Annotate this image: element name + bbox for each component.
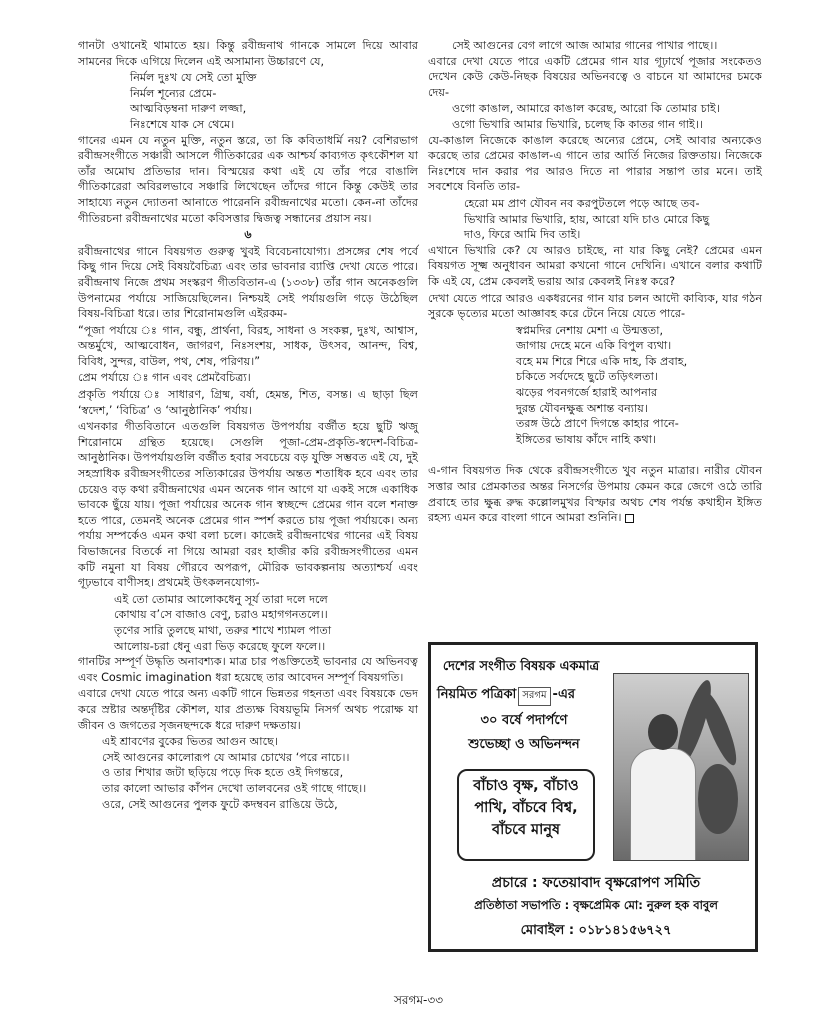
verse-line: নিঃশেষে যাক সে থেমে। <box>130 117 235 131</box>
portrait-photo <box>613 673 749 861</box>
verse-line: তৃণের সারি তুলছে মাথা, তরুর শাখে শ্যামল পাতা <box>114 623 332 637</box>
verse-line: নির্মল শূন্যের প্রেমে- <box>130 86 217 100</box>
verse-line: হেরো মম প্রাণ যৌবন নব করপুটতলে পড়ে আছে তব- <box>464 196 700 210</box>
verse-line: স্বপ্নমদির নেশায় মেশা এ উন্মত্ততা, <box>516 323 664 337</box>
paragraph: “পূজা পর্যায়ে ঃ গান, বন্ধু, প্রার্থনা, বিরহ, সাধনা ও সংকল্প, দুঃখ, আশ্বাস, অন্তর্মুখে, আত্মবোধন, জাগরণ, নিঃসংশয়, সাধক, উৎসব, আনন্দ, বিশ্ব, বিবিধ, সুন্দর, বাউল, পথ, শেষ, পরিণয়।” <box>78 323 418 368</box>
verse-line: আত্মবিড়ম্বনা দারুণ লজ্জা, <box>130 102 247 116</box>
verse-line: ভিখারি আমার ভিখারি, হায়, আরো যদি চাও মোরে কিছু <box>464 212 710 226</box>
verse-line: এই শ্রাবণের বুকের ভিতর আগুন আছে। <box>102 735 278 749</box>
verse-line: তার কালো আভার কাঁপন দেখো তালবনের ওই গাছে গাছে।। <box>102 781 367 795</box>
verse-line: সেই আগুনের বেগ লাগে আজ আমার গানের পাখার পাছে।। <box>452 39 718 52</box>
paragraph: গানটা ওখানেই থামাতে হয়। কিন্তু রবীন্দ্রনাথ গানকে সামলে দিয়ে আবার সামনের দিকে এগিয়ে দিলেন এই অসামান্য উচ্চারণে যে, <box>78 39 418 68</box>
paragraph: যে-কাঙাল নিজেকে কাঙাল করেছে অন্যের প্রেমে, সেই আবার অন্যকেও করেছে তার প্রেমের কাঙাল-এ গানে তার আর্তি নিজের রিক্ততায়। নিজেকে নিঃশেষে দান করার পর আরও দিতে না পারার সন্তাপ তার মনে। তাই সবশেষে বিনতি তার- <box>428 133 762 194</box>
verse-line: কোথায় ব’সে বাজাও বেণু, চরাও মহাগগনতলে।। <box>114 608 328 622</box>
verse-line: দুরন্ত যৌবনক্ষুব্ধ অশান্ত বন্যায়। <box>516 401 648 415</box>
verse-line: দাও, ফিরে আমি দিব তাই। <box>464 228 581 242</box>
person-head <box>648 714 678 750</box>
ad-headline <box>437 685 615 706</box>
person-body <box>630 748 696 861</box>
advertisement <box>428 642 758 952</box>
slogan-line: বাঁচাও বৃক্ষ, বাঁচাও <box>473 778 579 794</box>
ad-headline: ৩০ বর্ষে পদার্পণে <box>480 713 568 728</box>
campaign-line: প্রচারে : ফতেয়াবাদ বৃক্ষরোপণ সমিতি <box>491 875 701 891</box>
paragraph: এখনকার গীতবিতানে এতগুলি বিষয়গত উপপর্যায় বর্জীত হয়ে ছুটি ঋজু শিরোনামে গ্রন্থিত হয়েছে। সেগুলি পূজা-প্রেম-প্রকৃতি-স্বদেশ-বিচিত্র-আনুষ্ঠানিক। উপপর্যায়গুলি বর্জীত হবার সবচেয়ে বড় যুক্তি সম্ভবত এই যে, দুই সহস্রাধিক রবীন্দ্রসংগীতের সত্যিকারের উপর্যায় অন্তত শতাধিক হবে এবং তার চেয়েও বড় কথা রবীন্দ্রনাথের এমন অনেক গান আগে যা একই সঙ্গে একাধিক ভাবকে ছুঁয়ে যায়। পূজা পর্যায়ের অনেক গান স্বচ্ছন্দে প্রেমের গান বলে শনাক্ত হতে পারে, তেমনই অনেক প্রেমের গান স্পর্শ করতে চায় পূজা পর্যায়কে। অন্য পর্যায় সম্পর্কেও এমন কথা বলা চলে। কাজেই রবীন্দ্রনাথের গানের এই বিষয় বিভাজনের বিতর্কে না গিয়ে আমরা বরং হাজীর করি রবীন্দ্রসংগীতের এমন কটি নমুনা যা বিষয় গৌরবে অপরূপ, মৌরিক ভাবকল্পনায় অত্যাশ্চর্য এবং গূঢ়ভাবে বাণীসহ। প্রথমেই উৎকলনযোগ্য- <box>78 420 418 590</box>
verse-line: ওগো কাঙাল, আমারে কাঙাল করেছ, আরো কি তোমার চাই। <box>452 102 720 116</box>
end-mark <box>625 514 634 523</box>
paragraph: গানটির সম্পূর্ণ উদ্ধৃতি অনাবশ্যক। মাত্র চার পঙক্তিতেই ভাবনার যে অভিনবত্ব এবং Cosmic imagination ধরা হয়েছে তার আবেদন সম্পূর্ণ বিষয়গতি। <box>78 655 418 684</box>
verse-line: ইঙ্গিতের ভাষায় কাঁদে নাহি কথা। <box>516 432 657 446</box>
verse-line: বহে মম শিরে শিরে একি দাহ, কি প্রবাহ, <box>516 354 688 368</box>
paragraph: প্রকৃতি পর্যায়ে ঃ সাধারণ, গ্রিষ্ম, বর্ষা, হেমন্ত, শিত, বসন্ত। এ ছাড়া ছিল ‘স্বদেশ,’ ‘বিচিত্র’ ও ‘আনুষ্ঠানিক’ পর্যায়। <box>78 388 418 417</box>
verse-line: ওগো ভিখারি আমার ভিখারি, চলেছ কি কাতর গান গাই।। <box>452 117 703 131</box>
paragraph: এবারে দেখা যেতে পারে একটি প্রেমের গান যার গূঢ়ার্থে পূজার সংকেতও দেখেন কেউ কেউ-নিছক বিষয়ের অভিনবত্বে ও বাচনে যা আমাদের চমকে দেয়- <box>428 54 762 99</box>
slogan-line: বাঁচবে মানুষ <box>492 822 560 838</box>
paragraph: প্রেম পর্যায়ে ঃ গান এবং প্রেমবৈচিত্র্য। <box>78 371 251 385</box>
verse-line: এই তো তোমার আলোকধেনু সূর্য তারা দলে দলে <box>114 592 328 606</box>
ad-headline-text: নিয়মিত পত্রিকা <box>437 687 517 702</box>
paragraph <box>428 463 762 525</box>
verse-line: ও তার শিখার জটা ছড়িয়ে পড়ে দিক হতে ওই দিগন্তরে, <box>102 766 344 780</box>
verse-line: সেই আগুনের কালোরূপ যে আমার চোখের ‘পরে নাচে।। <box>102 750 350 764</box>
paragraph: গানের এমন যে নতুন মুক্তি, নতুন স্তরে, তা কি কবিতাধর্মি নয়? বেশিরভাগ রবীন্দ্রসংগীতে সঞ্চারী আসলে গীতিকারের এক আশ্চর্য কাব্যগত কৃৎকৌশল যা তাঁর অমোঘ প্রতিভার দান। বিস্ময়ের কথা এই যে তাঁর পরে বাঙালি গীতিকারেরা অবিরলভাবে সঞ্চারি লিখেছেন তাঁদের গানে কিন্তু কেউই তার সাহায্যে নতুন দ্যোতনা আনাতে পারেননি রবীন্দ্রনাথের মতো। কেন-না তাঁদের গীতিরচনা রবীন্দ্রনাথের মতো কবিসত্তার দ্বিজত্ব সন্ধানের প্রয়াস নয়। <box>78 133 418 225</box>
founder-line: প্রতিষ্ঠাতা সভাপতি : বৃক্ষপ্রেমিক মো: নুরুল হক বাবুল <box>474 898 718 912</box>
right-column <box>428 38 762 527</box>
ad-headline: দেশের সংগীত বিষয়ক একমাত্র <box>442 659 600 674</box>
ad-headline: শুভেচ্ছা ও অভিনন্দন <box>468 737 580 752</box>
verse-line: ওরে, সেই আগুনের পুলক ফুটে কদম্ববন রাঙিয়ে উঠে, <box>102 797 338 811</box>
left-column <box>78 38 418 812</box>
verse-line: আলোয়-চরা ধেনু এরা ভিড় করেছে ফুলে ফলে।। <box>114 639 326 653</box>
paragraph: এখানে ভিখারি কে? যে আরও চাইছে, না যার কিছু নেই? প্রেমের এমন বিষয়গত সূক্ষ্ম অনুধাবন আমরা কখনো গানে দেখিনি। এখানে বলার কথাটি কি এই যে, প্রেম কেবলই ভরায় আর কেবলই নিঃস্ব করে? <box>428 243 762 288</box>
verse-line: জাগায় দেহে মনে একি বিপুল ব্যথা। <box>516 339 672 353</box>
paragraph-text: এ-গান বিষয়গত দিক থেকে রবীন্দ্রসংগীতে খুব নতুন মাত্রার। নারীর যৌবন সত্তার আর প্রেমকাতর অন্তর নিসর্গের উপমায় কেমন করে জেগে ওঠে তারি প্রবাহে তার ক্ষুব্ধ রুদ্ধ কল্লোলমুখর বিস্ফার অথচ শেষ পর্যন্ত কথাহীন ইঙ্গিত রহস্য এমন করে বাংলা গানে আমরা শুনিনি। <box>428 464 762 525</box>
paragraph: রবীন্দ্রনাথের গানে বিষয়গত গুরুত্ব খুবই বিবেচনাযোগ্য। প্রসঙ্গের শেষ পর্বে কিছু গান দিয়ে সেই বিষয়বৈচিত্র্য এবং তার ভাবনার ব্যাপ্তি দেখা যেতে পারে। রবীন্দ্রনাথ নিজে প্রথম সংস্করণ গীতবিতান-এ (১৩৩৮) তাঁর গান অনেকগুলি উপনামের পর্যায়ে সাজিয়েছিলেন। নিশ্চয়ই সেই পর্যায়গুলি গড়ে উঠেছিল বিষয়-বিচিত্রা ধরে। তার শিরোনামগুলি এইরকম- <box>78 244 418 321</box>
section-number: ৬ <box>244 228 252 242</box>
ad-headline-text: -এর <box>552 687 575 702</box>
page-number: সরগম-৩৩ <box>394 993 443 1007</box>
leaf-shape <box>698 764 738 834</box>
slogan-box <box>457 769 595 861</box>
paragraph: দেখা যেতে পারে আরও একধরনের গান যার চলন আদৌ কাব্যিক, যার গঠন সুরকে ভৃত্যের মতো আজ্ঞাবহ করে টেনে নিয়ে যেতে পারে- <box>428 291 762 321</box>
verse-line: চকিতে সর্বদেহে ছুটে তড়িৎলতা। <box>516 370 658 384</box>
magazine-logo: সরগম <box>518 687 550 706</box>
verse-line: নির্মল দুঃখ যে সেই তো মুক্তি <box>130 71 257 85</box>
verse-line: ঝড়ের পবনগর্জে হারাই আপনার <box>516 386 658 400</box>
slogan-line: পাখি, বাঁচবে বিশ্ব, <box>474 800 578 816</box>
verse-line: তরঙ্গ উঠে প্রাণে দিগন্তে কাহার পানে- <box>516 417 679 431</box>
mobile-line: মোবাইল : ০১৮১৪১৫৬৭২৭ <box>520 923 672 938</box>
paragraph: এবারে দেখা যেতে পারে অন্য একটি গানে ভিন্নতর গহনতা এবং বিষয়কে ভেদ করে স্রষ্টার অন্তর্দৃষ্টির কৌশল, যার প্রত্যক্ষ বিষয়ভূমি নিসর্গ অথচ পরোক্ষ যা জীবন ও জগতের সৃজনছন্দকে ধরে দারুণ দক্ষতায়। <box>78 687 418 732</box>
